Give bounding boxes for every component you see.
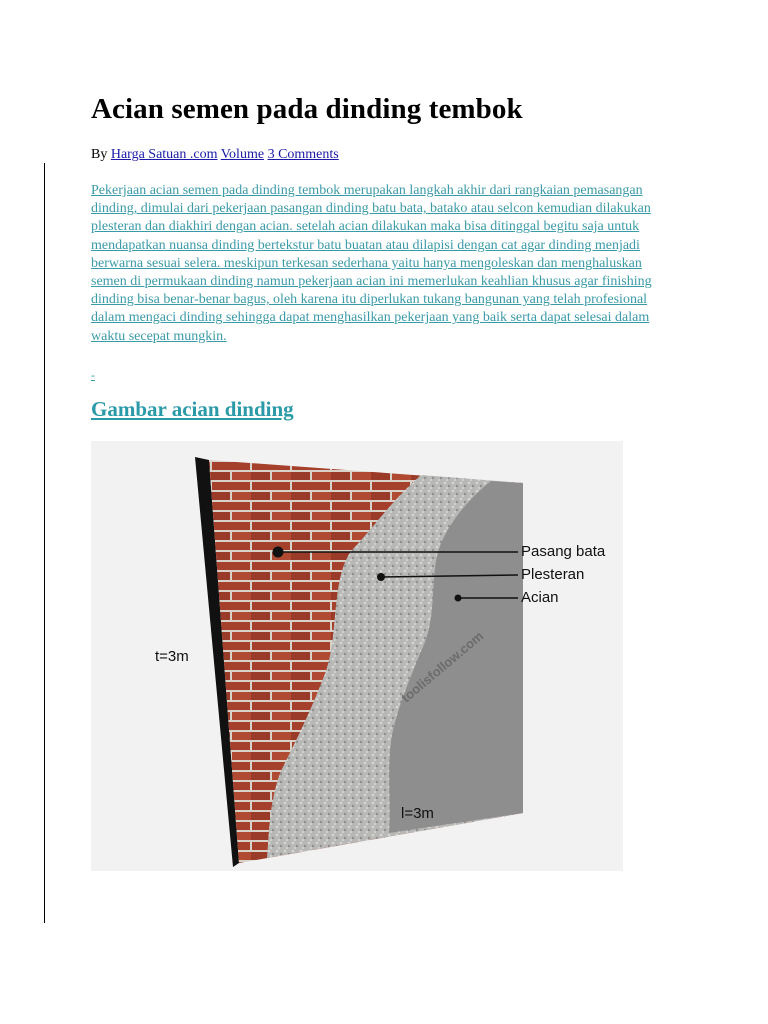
brick-callout-dot	[273, 547, 284, 558]
label-acian: Acian	[521, 589, 559, 606]
category-link[interactable]: Volume	[220, 147, 265, 162]
wall-diagram-figure	[91, 441, 623, 871]
comments-link[interactable]: 3 Comments	[267, 147, 339, 162]
plaster-callout-dot	[377, 573, 385, 581]
margin-rule	[44, 163, 45, 923]
section-heading[interactable]: Gambar acian dinding	[91, 397, 294, 421]
byline-prefix: By	[91, 147, 108, 162]
label-width: l=3m	[401, 805, 434, 822]
label-pasang-bata: Pasang bata	[521, 543, 606, 560]
watermark-text: toolisfollow.com	[398, 628, 487, 706]
page-title: Acian semen pada dinding tembok	[91, 93, 523, 125]
skim-callout-dot	[455, 595, 462, 602]
intro-paragraph[interactable]	[91, 182, 681, 346]
label-plesteran: Plesteran	[521, 566, 585, 583]
spacer-link[interactable]: -	[91, 368, 95, 382]
label-height: t=3m	[155, 648, 189, 665]
wall-diagram	[91, 441, 623, 871]
intro-text[interactable]: Pekerjaan acian semen pada dinding tembok merupakan langkah akhir dari rangkaian pemasangan dinding, dimulai dari pekerjaan pasangan dinding batu bata, batako atau selcon kemudian dilakukan plesteran dan diakhiri dengan acian. setelah acian dilakukan maka bisa ditinggal begitu saja untuk mendapatkan nuansa dinding bertekstur batu buatan atau dilapisi dengan cat agar dinding menjadi berwarna sesuai selera. meskipun terkesan sederhana yaitu hanya mengoleskan dan menghaluskan semen di permukaan dinding namun pekerjaan acian ini memerlukan keahlian khusus agar finishing dinding bisa benar-benar bagus, oleh karena itu diperlukan tukang bangunan yang telah profesional dalam mengaci dinding sehingga dapat menghasilkan pekerjaan yang baik serta dapat selesai dalam waktu secepat mungkin.	[91, 183, 652, 344]
author-link[interactable]: Harga Satuan .com	[110, 147, 218, 162]
byline	[91, 147, 339, 163]
